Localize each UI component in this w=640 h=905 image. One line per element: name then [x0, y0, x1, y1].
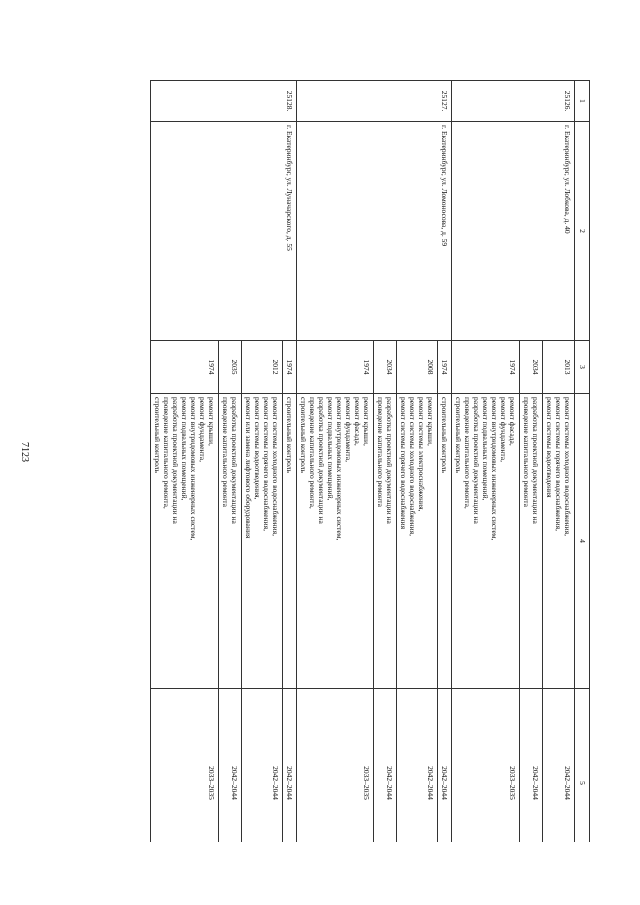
year-cell: 2034 [520, 341, 543, 394]
work-line: ремонт внутридомовых инженерных систем, [490, 397, 499, 541]
work-line: ремонт системы холодного водоснабжения, [408, 397, 417, 537]
work-cell [151, 394, 219, 689]
table-row [543, 81, 575, 843]
work-cell [520, 394, 543, 689]
period-cell: 2042–2044 [520, 689, 543, 843]
work-line: разработка проектной документации на [230, 397, 239, 524]
year-cell: 2034 [374, 341, 397, 394]
column-number: 5 [575, 689, 590, 843]
landscape-table-wrapper [70, 80, 590, 842]
year-cell: 2008 [397, 341, 438, 394]
table-row [283, 81, 297, 843]
work-cell [397, 394, 438, 689]
work-line: ремонт фундамента, [344, 397, 353, 462]
work-line: ремонт подвальных помещений, [180, 397, 189, 501]
work-line: проведение капитального ремонта, [463, 397, 472, 509]
period-cell: 2042–2044 [242, 689, 283, 843]
work-line: разработка проектной документации на [171, 397, 180, 524]
work-line: строительный контроль [454, 397, 463, 473]
work-line: ремонт системы горячего водоснабжения, [262, 397, 271, 531]
work-line: ремонт фундамента, [198, 397, 207, 462]
work-line: проведение капитального ремонта [376, 397, 385, 507]
work-cell [452, 394, 520, 689]
work-cell [438, 394, 452, 689]
work-line: ремонт системы холодного водоснабжения, [563, 397, 572, 537]
work-line: ремонт внутридомовых инженерных систем, [189, 397, 198, 541]
work-line: ремонт фасада, [508, 397, 517, 446]
year-cell: 1974 [297, 341, 374, 394]
work-line: строительный контроль [440, 397, 449, 473]
work-line: ремонт крыши, [207, 397, 216, 446]
table-row [438, 81, 452, 843]
work-cell [242, 394, 283, 689]
work-line: разработка проектной документации на [531, 397, 540, 524]
period-cell: 2042–2044 [283, 689, 297, 843]
capital-repair-table [150, 80, 590, 842]
work-cell [374, 394, 397, 689]
work-line: проведение капитального ремонта [221, 397, 230, 507]
work-line: проведение капитального ремонта, [308, 397, 317, 509]
work-line: ремонт крыши, [426, 397, 435, 446]
work-line: ремонт крыши, [362, 397, 371, 446]
period-cell: 2033–2035 [151, 689, 219, 843]
work-line: ремонт подвальных помещений, [326, 397, 335, 501]
year-cell: 2035 [219, 341, 242, 394]
work-line: строительный контроль [299, 397, 308, 473]
period-cell: 2042–2044 [543, 689, 575, 843]
period-cell: 2042–2044 [219, 689, 242, 843]
work-line: ремонт системы холодного водоснабжения, [271, 397, 280, 537]
work-line: разработка проектной документации на [385, 397, 394, 524]
work-line: ремонт системы водоотведения, [253, 397, 262, 500]
work-line: ремонт внутридомовых инженерных систем, [335, 397, 344, 541]
work-line: строительный контроль [153, 397, 162, 473]
address-cell: г. Екатеринбург, ул. Луначарского, д. 55 [151, 122, 297, 341]
address-cell: г. Екатеринбург, ул. Ломоносова, д. 59 [297, 122, 452, 341]
work-line: проведение капитального ремонта [522, 397, 531, 507]
work-line: ремонт подвальных помещений, [481, 397, 490, 501]
column-number-row [575, 81, 590, 843]
period-cell: 2042–2044 [397, 689, 438, 843]
period-cell: 2042–2044 [374, 689, 397, 843]
work-line: ремонт системы электроснабжения, [417, 397, 426, 512]
work-line: ремонт фасада, [353, 397, 362, 446]
work-cell [543, 394, 575, 689]
address-cell: г. Екатеринбург, ул. Лобкова, д. 40 [452, 122, 575, 341]
work-line: ремонт системы горячего водоснабжения, [554, 397, 563, 531]
table-body [151, 81, 575, 843]
work-cell [297, 394, 374, 689]
row-id: 25128. [151, 81, 297, 122]
work-cell [219, 394, 242, 689]
year-cell: 1974 [151, 341, 219, 394]
work-line: проведение капитального ремонта, [162, 397, 171, 509]
work-line: строительный контроль [285, 397, 294, 473]
work-line: ремонт фундамента, [499, 397, 508, 462]
row-id: 25126. [452, 81, 575, 122]
period-cell: 2033–2035 [297, 689, 374, 843]
work-line: ремонт системы горячего водоснабжения [399, 397, 408, 530]
work-line: разработка проектной документации на [317, 397, 326, 524]
row-id: 25127. [297, 81, 452, 122]
column-number: 1 [575, 81, 590, 122]
year-cell: 1974 [438, 341, 452, 394]
column-number: 3 [575, 341, 590, 394]
period-cell: 2033–2035 [452, 689, 520, 843]
year-cell: 2012 [242, 341, 283, 394]
column-number: 2 [575, 122, 590, 341]
work-line: разработка проектной документации на [472, 397, 481, 524]
page-number: 7123 [19, 442, 30, 462]
period-cell: 2042–2044 [438, 689, 452, 843]
document-sheet [70, 80, 590, 842]
year-cell: 1974 [283, 341, 297, 394]
year-cell: 1974 [452, 341, 520, 394]
year-cell: 2013 [543, 341, 575, 394]
column-number: 4 [575, 394, 590, 689]
work-cell [283, 394, 297, 689]
work-line: ремонт системы водоотведения [545, 397, 554, 498]
work-line: ремонт или замена лифтового оборудования [244, 397, 253, 539]
